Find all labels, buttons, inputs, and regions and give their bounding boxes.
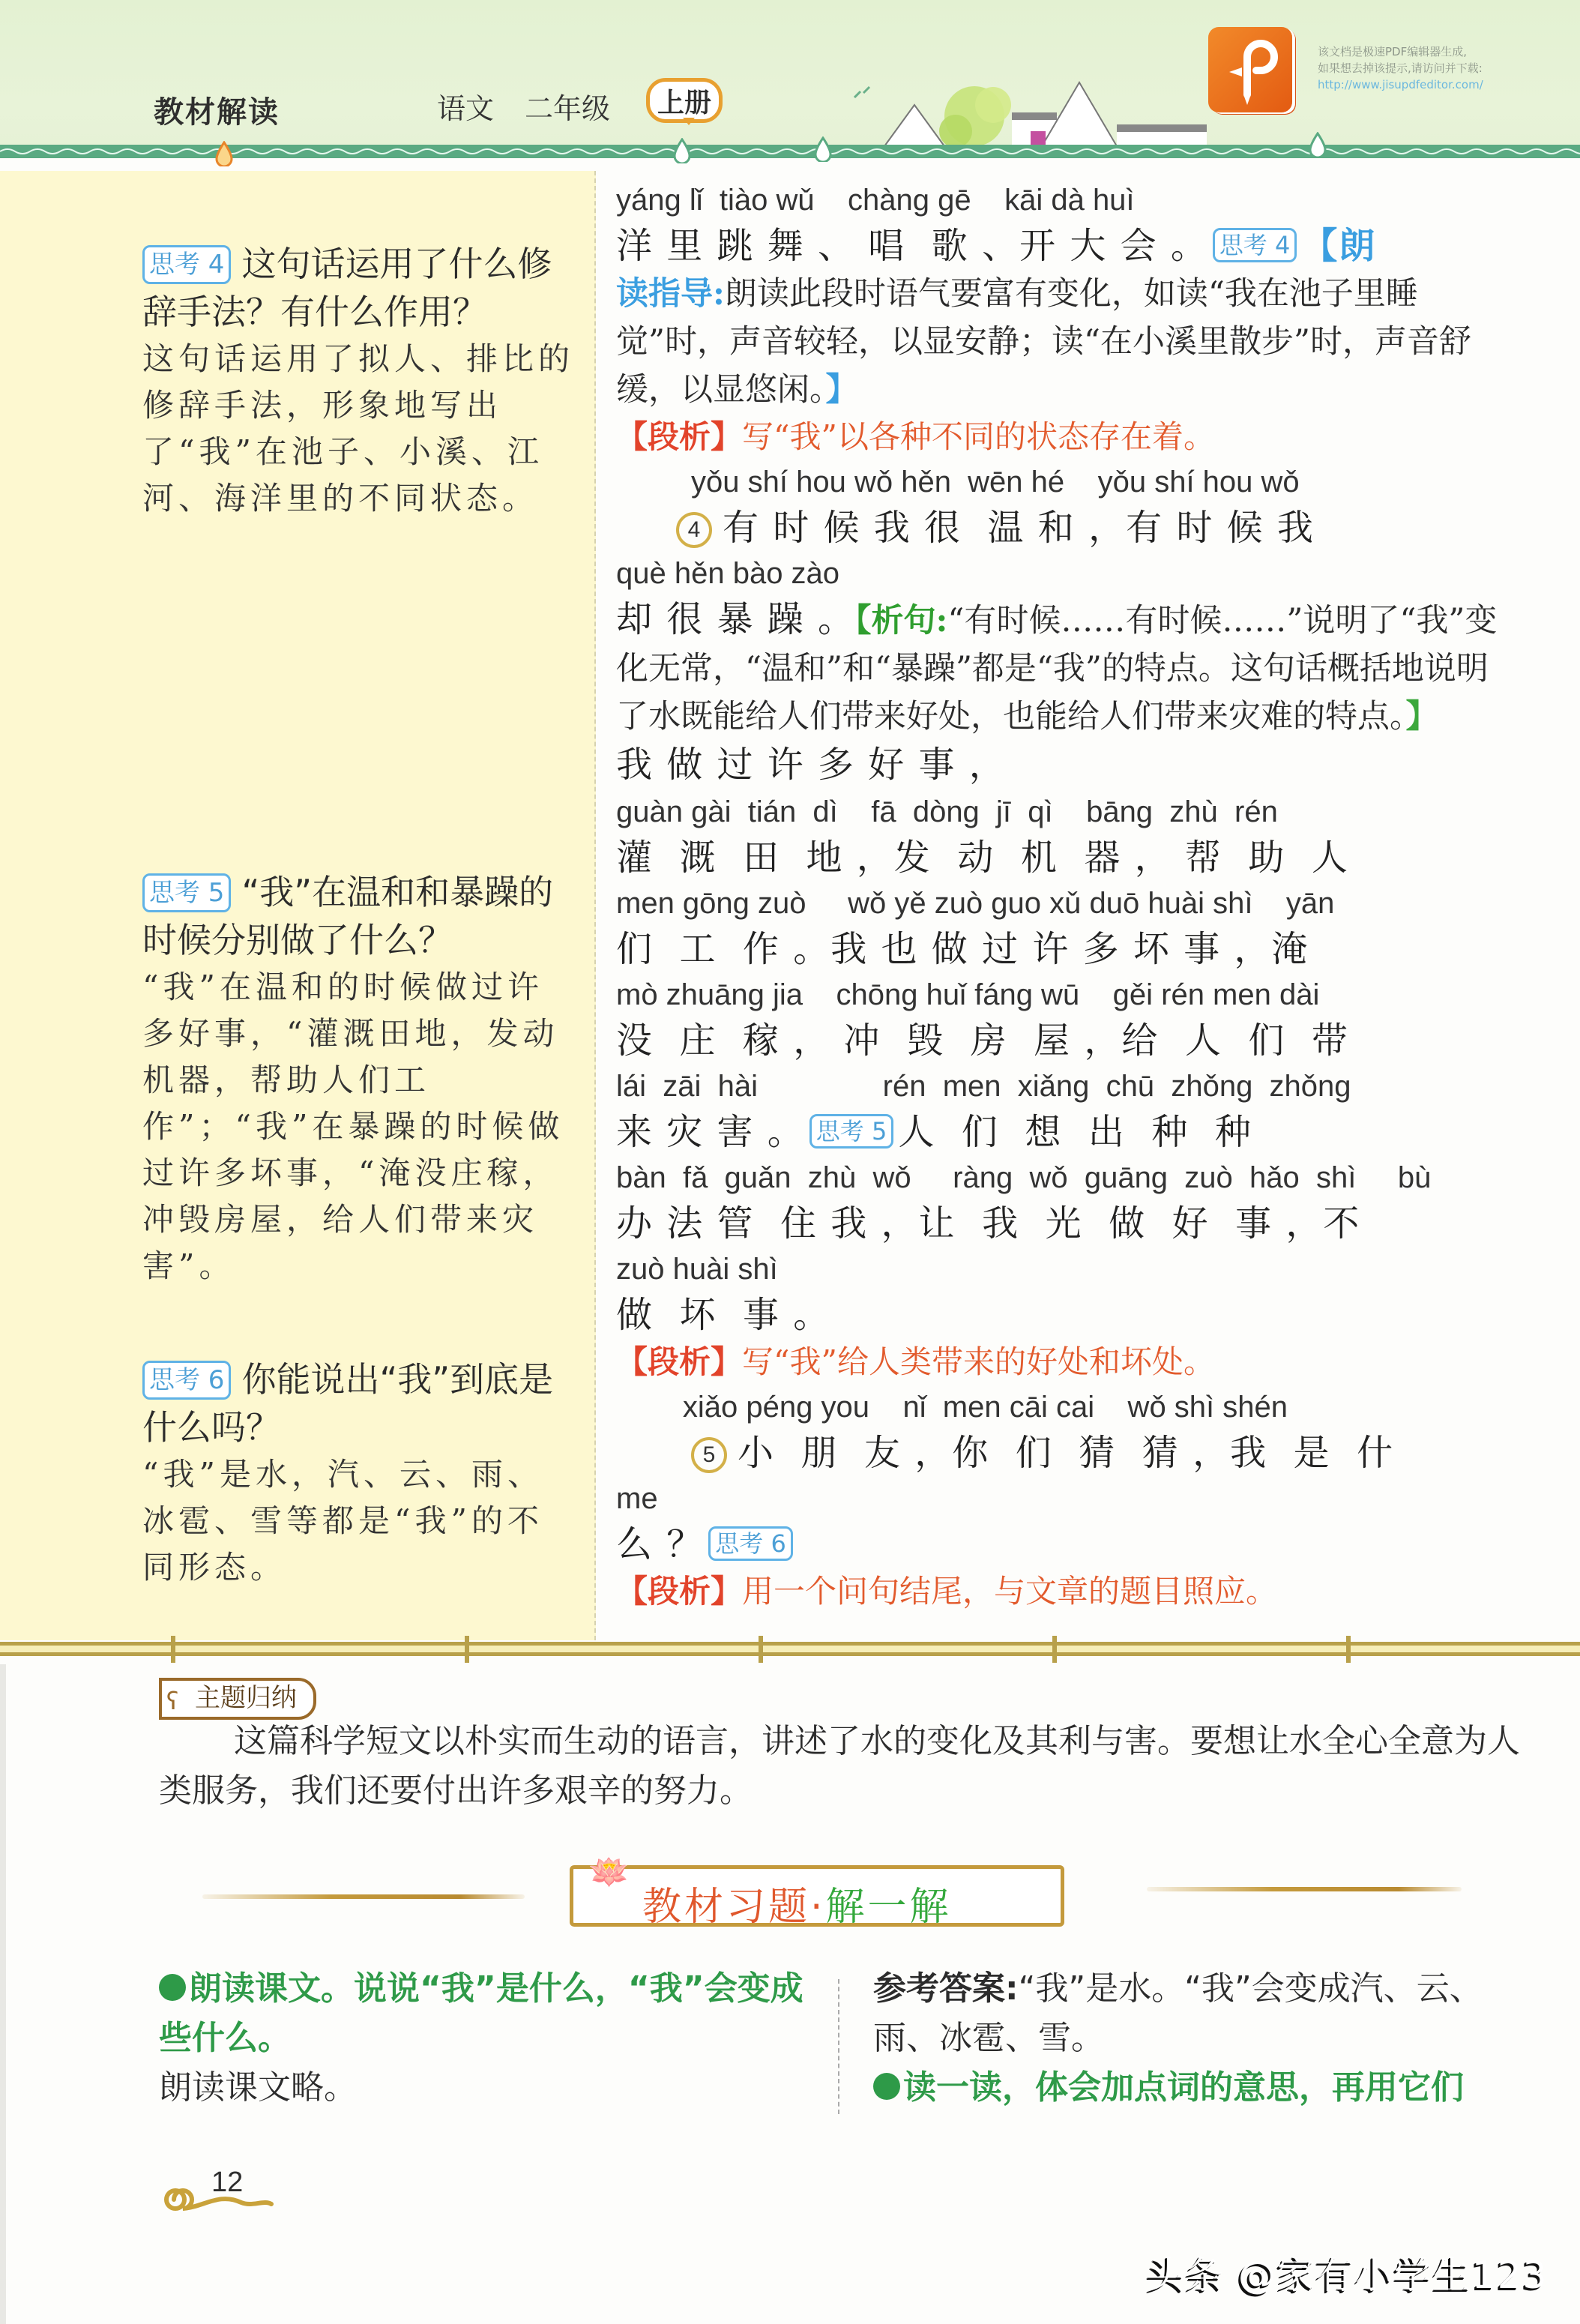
paragraph-analysis — [616, 1339, 1516, 1385]
pinyin-line: me — [616, 1482, 658, 1515]
guide-close-bracket: 】 — [825, 371, 858, 409]
think-question — [142, 868, 577, 964]
think-sidebar — [0, 171, 596, 1640]
think-4-marker: 思考 4 — [1213, 228, 1297, 262]
village-scenery-icon — [832, 75, 1252, 150]
pinyin-line: men gōng zuò wǒ yě zuò guo xǔ duō huài shì yān — [616, 887, 1335, 920]
paragraph-number-5: 5 — [691, 1437, 727, 1473]
pinyin-line: lái zāi hài rén men xiǎng chū zhǒng zhǒng — [616, 1070, 1351, 1103]
volume-badge: 上册 — [646, 78, 723, 123]
guide-label: 读指导: — [616, 275, 725, 313]
question-text: 读一读，体会加点词的意思，再用它们 — [903, 2068, 1464, 2107]
title-dot: · — [810, 1885, 826, 1930]
question-text: 你能说出“我”到底是什么吗？ — [142, 1359, 554, 1448]
theme-tag-label: 主题归纳 — [195, 1683, 297, 1713]
watermark-line-2: 如果想去掉该提示,请访问并下载: — [1318, 61, 1483, 75]
exercises-title-text — [642, 1875, 952, 1931]
watermark-notice — [1318, 43, 1483, 93]
grade-label: 二年级 — [525, 92, 611, 125]
hanzi-text: 小 朋 友 ，你 们 猜 猜 ，我 是 什 — [738, 1432, 1395, 1474]
think-item-4 — [142, 240, 577, 522]
pinyin-line: què hěn bào zào — [616, 557, 840, 590]
green-bullet-icon — [873, 2073, 900, 2100]
think-question — [142, 1355, 577, 1451]
hanzi-text: 洋 里 跳 舞 、 唱 歌 、开 大 会 。 — [616, 225, 1208, 267]
water-drop-icon — [813, 136, 833, 162]
reference-answer — [873, 1964, 1533, 2063]
pinyin-line: zuò huài shì — [616, 1253, 778, 1286]
water-drop-icon — [1308, 132, 1327, 157]
page-header — [0, 0, 1580, 150]
text-line — [616, 504, 1516, 552]
guide-open-bracket: 【朗 — [1301, 225, 1377, 267]
header-wave-divider — [0, 145, 1580, 158]
analysis-text: 写“我”给人类带来的好处和坏处。 — [742, 1343, 1215, 1380]
pinyin-line: bàn fǎ guǎn zhù wǒ ràng wǒ guāng zuò hǎo shì bù — [616, 1161, 1432, 1194]
swirl-icon: ʕ — [166, 1687, 179, 1715]
analysis-label: 【段析】 — [616, 1343, 743, 1380]
pinyin-line: mò zhuāng jia chōng huǐ fáng wū gěi rén men dài — [616, 978, 1320, 1011]
title-red-part: 教材习题 — [642, 1885, 811, 1930]
text-line — [616, 1429, 1516, 1477]
theme-summary-tag — [159, 1678, 316, 1720]
pinyin-line: guàn gài tián dì fā dòng jī qì bāng zhù rén — [616, 795, 1278, 828]
decorative-line — [1147, 1887, 1462, 1891]
pinyin-line: yáng lǐ tiào wǔ chàng gē kāi dà huì — [616, 184, 1135, 217]
lesson-text — [616, 178, 1516, 1615]
reading-guide — [616, 270, 1516, 414]
exercises-title — [570, 1853, 1064, 1930]
paragraph-analysis — [616, 1568, 1516, 1615]
column-divider — [838, 1979, 839, 2114]
think-answer: 这句话运用了拟人、排比的修辞手法，形象地写出了“我”在池子、小溪、江河、海洋里的不同状态。 — [142, 340, 575, 517]
sentence-analysis-label: 【析句: — [855, 602, 948, 639]
analysis-label: 【段析】 — [616, 418, 743, 455]
think-badge: 思考 5 — [142, 873, 231, 912]
sentence-analysis-text: “有时候……有时候……”说明了“我”变化无常，“温和”和“暴躁”都是“我”的特点。这句话概括地说明了水既能给人们带来好处，也能给人们带来灾难的特点。 — [616, 602, 1498, 735]
text-line — [616, 222, 1516, 270]
watermark-url-link[interactable]: http://www.jisupdfeditor.com/ — [1318, 78, 1483, 91]
decorative-line — [202, 1894, 525, 1899]
think-6-marker: 思考 6 — [708, 1526, 793, 1561]
sentence-analysis — [616, 595, 1516, 790]
exercise-answer-1: 朗读课文略。 — [159, 2068, 357, 2107]
think-5-marker: 思考 5 — [809, 1114, 894, 1149]
pinyin-line: yǒu shí hou wǒ hěn wēn hé yǒu shí hou wǒ — [616, 466, 1300, 499]
reference-answer-label: 参考答案: — [873, 1969, 1019, 2008]
reference-answer-text: “我”是水。“我”会变成汽、云、雨、冰雹、雪。 — [873, 1969, 1483, 2057]
think-question — [142, 240, 577, 336]
analysis-text: 写“我”以各种不同的状态存在着。 — [742, 418, 1215, 455]
hanzi-text: 人 们 想 出 种 种 — [898, 1111, 1252, 1153]
book-title: 教材解读 — [154, 95, 280, 130]
subject-label: 语文 — [437, 92, 495, 125]
question-text: 朗读课文。说说“我”是什么，“我”会变成些什么。 — [159, 1969, 803, 2057]
bamboo-divider — [0, 1636, 1580, 1666]
text-line — [616, 1520, 1516, 1568]
lotus-icon: 🪷 — [588, 1853, 630, 1891]
hanzi-text: 么 ？ — [616, 1523, 705, 1565]
text-line — [616, 1108, 1516, 1156]
paragraph-number-4: 4 — [676, 512, 712, 548]
pdf-editor-logo — [1208, 27, 1292, 112]
page-number: 12 — [211, 2167, 244, 2198]
think-answer: “我”在温和的时候做过许多好事，“灌溉田地，发动机器，帮助人们工作”；“我”在暴躁的时候做过许多坏事，“淹没庄稼，冲毁房屋，给人们带来灾害”。 — [142, 969, 564, 1284]
question-text: 这句话运用了什么修辞手法？有什么作用？ — [142, 244, 552, 332]
hanzi-text: 有 时 候 我 很 温 和 ，有 时 候 我 — [723, 507, 1315, 549]
sentence-close-bracket: 】 — [1405, 698, 1438, 735]
hanzi-text: 却 很 暴 躁 。 — [616, 598, 856, 640]
think-badge: 思考 4 — [142, 245, 231, 284]
text-line: 灌 溉 田 地 ，发 动 机 器 ， 帮 助 人 — [616, 837, 1349, 879]
think-badge: 思考 6 — [142, 1361, 231, 1400]
watermark-line-1: 该文档是极速PDF编辑器生成, — [1318, 45, 1467, 58]
hanzi-text: 来 灾 害 。 — [616, 1111, 805, 1153]
theme-summary-text: 这篇科学短文以朴实而生动的语言，讲述了水的变化及其利与害。要想让水全心全意为人类服务，我们还要付出许多艰辛的努力。 — [159, 1722, 1520, 1810]
title-green-part: 解一解 — [825, 1885, 952, 1930]
think-answer: “我”是水，汽、云、雨、冰雹、雪等都是“我”的不同形态。 — [142, 1456, 543, 1586]
analysis-text: 用一个问句结尾，与文章的题目照应。 — [742, 1573, 1278, 1610]
guide-text: 朗读此段时语气要富有变化，如读“我在池子里睡觉”时，声音较轻，以显安静；读“在小溪里散步”时，声音舒缓，以显悠闲。 — [616, 275, 1471, 409]
question-text: “我”在温和和暴躁的时候分别做了什么？ — [142, 872, 554, 960]
think-item-6 — [142, 1355, 577, 1591]
source-attribution: 头条 @家有小学生123 — [1147, 2254, 1549, 2297]
hanzi-text: 我 做 过 许 多 好 事 ， — [616, 744, 1007, 786]
exercise-question-1 — [159, 1964, 818, 2063]
analysis-label: 【段析】 — [616, 1573, 743, 1610]
water-drop-icon — [672, 138, 692, 163]
text-line: 办 法 管 住 我 ，让 我 光 做 好 事 ，不 — [616, 1202, 1361, 1244]
green-bullet-icon — [159, 1974, 186, 2001]
orange-drop-icon — [214, 141, 234, 166]
pinyin-line: xiǎo péng you nǐ men cāi cai wǒ shì shén — [616, 1391, 1288, 1424]
exercise-question-2 — [873, 2063, 1533, 2113]
pdf-p-pen-icon — [1208, 27, 1292, 112]
text-line: 们 工 作 。我 也 做 过 许 多 坏 事 ，淹 — [616, 928, 1309, 970]
think-item-5 — [142, 868, 577, 1289]
text-line: 做 坏 事 。 — [616, 1294, 831, 1336]
exercise-column-right — [873, 1964, 1533, 2113]
text-line: 没 庄 稼 ， 冲 毁 房 屋 ，给 人 们 带 — [616, 1020, 1349, 1062]
page-edge-shadow — [0, 1664, 6, 2324]
paragraph-analysis — [616, 414, 1516, 460]
exercise-column-left — [159, 1964, 818, 2113]
